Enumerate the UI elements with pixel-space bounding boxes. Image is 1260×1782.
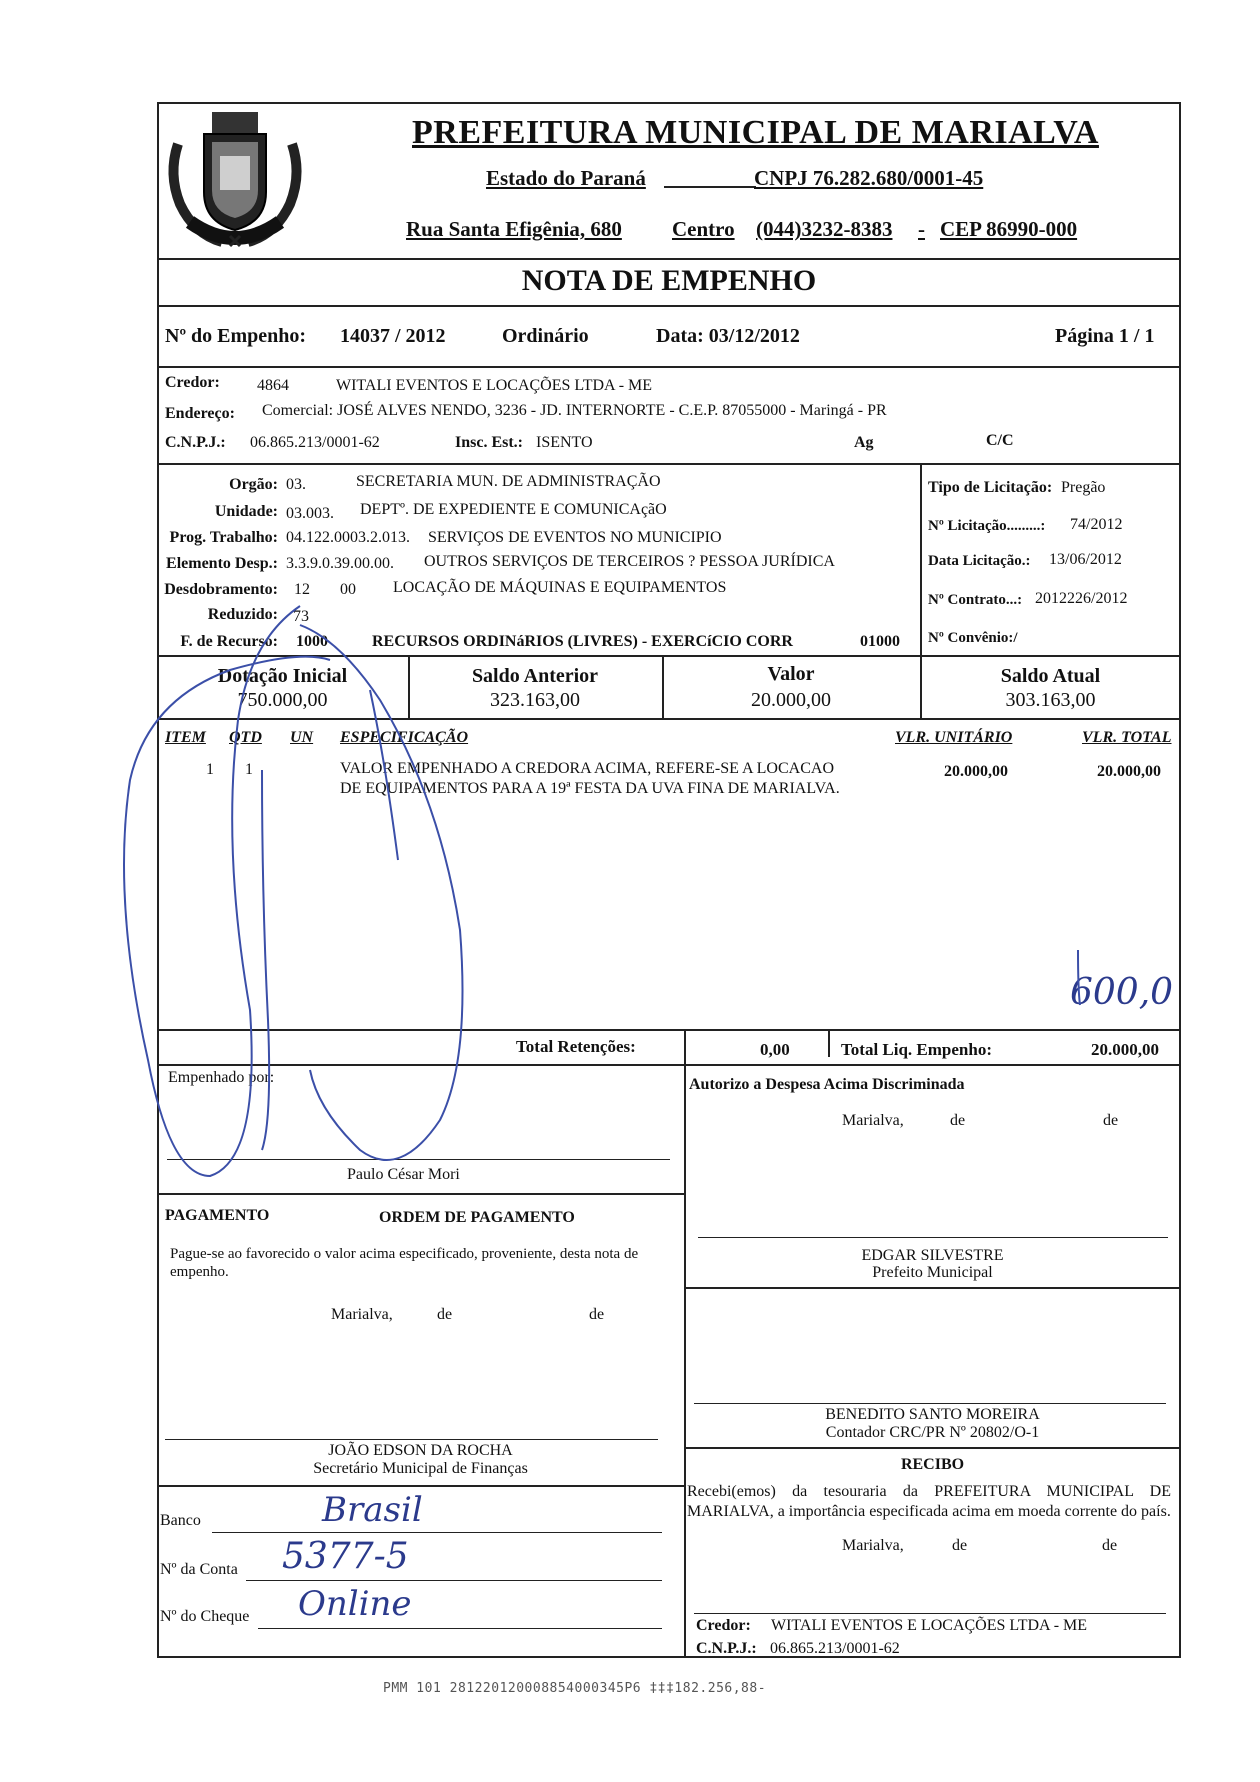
header-separator: - — [918, 217, 925, 241]
divider — [157, 1193, 684, 1195]
ie-label: Insc. Est.: — [455, 434, 524, 451]
total-liquido-label: Total Liq. Empenho: — [841, 1040, 992, 1059]
item-qtd: 1 — [245, 761, 253, 778]
desdobramento-subcode: 00 — [340, 581, 356, 598]
valor-label: Valor — [767, 663, 815, 685]
recibo-text: Recebi(emos) da tesouraria da PREFEITURA MUNICIPAL DE MARIALVA, a importância especificada acima em moeda corrente do país. — [687, 1483, 1171, 1520]
header-address: Rua Santa Efigênia, 680 — [406, 217, 622, 241]
pagamento-city: Marialva, — [331, 1306, 393, 1323]
document-title: NOTA DE EMPENHO — [521, 264, 817, 297]
agency-label: Ag — [854, 434, 874, 451]
unidade-name: DEPTº. DE EXPEDIENTE E COMUNICAçãO — [360, 501, 667, 518]
cnpj-label: C.N.P.J.: — [165, 434, 226, 451]
orgao-name: SECRETARIA MUN. DE ADMINISTRAÇÃO — [356, 473, 661, 490]
divider — [684, 1029, 686, 1064]
secretario-title: Secretário Municipal de Finanças — [313, 1460, 528, 1477]
contador-name: BENEDITO SANTO MOREIRA — [825, 1406, 1040, 1423]
col-header-un: UN — [290, 729, 314, 746]
divider — [684, 1287, 1181, 1289]
pagamento-text: Pague-se ao favorecido o valor acima especificado, proveniente, desta nota de empenho. — [170, 1246, 639, 1280]
divider — [157, 1485, 684, 1487]
orgao-code: 03. — [286, 476, 306, 493]
orgao-label: Orgão: — [229, 476, 278, 493]
col-header-vlr-total: VLR. TOTAL — [1082, 729, 1172, 746]
num-licitacao: 74/2012 — [1070, 516, 1123, 533]
pagamento-de2: de — [589, 1306, 605, 1323]
recibo-title: RECIBO — [900, 1456, 965, 1473]
divider — [157, 366, 1181, 368]
cheque-line — [258, 1628, 662, 1629]
elemento-label: Elemento Desp.: — [166, 555, 278, 572]
page-title: PREFEITURA MUNICIPAL DE MARIALVA — [412, 114, 1099, 151]
prog-trabalho-code: 04.122.0003.2.013. — [286, 529, 410, 546]
pagamento-de1: de — [437, 1306, 453, 1323]
empenho-date: Data: 03/12/2012 — [656, 325, 800, 347]
page-number: Página 1 / 1 — [1055, 325, 1155, 347]
prefeito-name: EDGAR SILVESTRE — [861, 1247, 1004, 1264]
item-unit-value: 20.000,00 — [944, 763, 1008, 780]
pagamento-label: PAGAMENTO — [165, 1207, 270, 1224]
conta-line — [246, 1580, 662, 1581]
ordem-pagamento-label: ORDEM DE PAGAMENTO — [379, 1209, 575, 1226]
cheque-handwritten: Online — [298, 1584, 412, 1624]
dotacao-inicial-label: Dotação Inicial — [217, 665, 348, 687]
header-cep: CEP 86990-000 — [940, 217, 1078, 241]
credor-address: Comercial: JOSÉ ALVES NENDO, 3236 - JD. INTERNORTE - C.E.P. 87055000 - Maringá - PR — [262, 402, 887, 419]
divider — [157, 305, 1181, 307]
fonte-recurso-code: 1000 — [296, 633, 328, 650]
divider — [157, 463, 1181, 465]
divider — [157, 258, 1181, 260]
cheque-label: Nº do Cheque — [160, 1608, 250, 1625]
footer-code: PMM 101 281220120008854000345P6 ‡‡‡182.256,88- — [383, 1681, 767, 1696]
divider — [157, 1064, 1181, 1066]
recibo-cnpj-label: C.N.P.J.: — [696, 1640, 757, 1657]
signature-line — [694, 1613, 1166, 1614]
recibo-city: Marialva, — [842, 1537, 904, 1554]
reduzido-code: 73 — [293, 608, 309, 625]
empenho-number: 14037 / 2012 — [340, 325, 446, 347]
divider — [157, 655, 1181, 657]
reduzido-label: Reduzido: — [207, 606, 278, 623]
header-cnpj: CNPJ 76.282.680/0001-45 — [754, 166, 984, 190]
banco-label: Banco — [160, 1512, 201, 1529]
recibo-credor-label: Credor: — [696, 1617, 751, 1634]
convenio-label: Nº Convênio:/ — [928, 630, 1018, 646]
desdobramento-name: LOCAÇÃO DE MÁQUINAS E EQUIPAMENTOS — [393, 579, 727, 596]
credor-code: 4864 — [257, 377, 289, 394]
endereco-label: Endereço: — [165, 405, 235, 422]
col-header-vlr-unitario: VLR. UNITÁRIO — [895, 729, 1013, 746]
contrato-number: 2012226/2012 — [1035, 590, 1128, 607]
conta-label: Nº da Conta — [160, 1561, 238, 1578]
saldo-atual-value: 303.163,00 — [1005, 689, 1096, 711]
empenho-number-label: Nº do Empenho: — [165, 325, 307, 347]
municipal-crest-logo — [160, 104, 310, 254]
unidade-label: Unidade: — [214, 503, 278, 520]
divider — [157, 1029, 1181, 1031]
autorizo-de1: de — [950, 1112, 966, 1129]
saldo-anterior-label: Saldo Anterior — [471, 665, 599, 687]
tipo-licitacao: Pregão — [1061, 479, 1106, 496]
header-district: Centro — [672, 217, 735, 241]
contrato-label: Nº Contrato...: — [928, 592, 1023, 608]
fonte-recurso-name: RECURSOS ORDINáRIOS (LIVRES) - EXERCíCIO CORR — [372, 633, 793, 650]
divider — [157, 718, 1181, 720]
handwritten-note: 600,0 — [1070, 972, 1174, 1013]
tipo-licitacao-label: Tipo de Licitação: — [928, 479, 1053, 496]
total-retencoes-label: Total Retenções: — [516, 1037, 636, 1056]
recibo-credor-name: WITALI EVENTOS E LOCAÇÕES LTDA - ME — [771, 1617, 1088, 1634]
empenho-type: Ordinário — [502, 325, 589, 347]
credor-name: WITALI EVENTOS E LOCAÇÕES LTDA - ME — [336, 377, 653, 394]
saldo-atual-label: Saldo Atual — [1000, 665, 1101, 687]
total-liquido-value: 20.000,00 — [1091, 1040, 1159, 1059]
account-label: C/C — [986, 432, 1014, 449]
credor-cnpj: 06.865.213/0001-62 — [250, 434, 380, 451]
desdobramento-label: Desdobramento: — [164, 581, 278, 598]
dotacao-inicial-value: 750.000,00 — [237, 689, 328, 711]
total-retencoes-value: 0,00 — [760, 1040, 790, 1059]
num-licitacao-label: Nº Licitação.........: — [928, 518, 1046, 534]
secretario-name: JOÃO EDSON DA ROCHA — [328, 1442, 513, 1459]
banco-line — [212, 1532, 662, 1533]
col-header-item: ITEM — [165, 729, 206, 746]
prefeito-title: Prefeito Municipal — [872, 1264, 993, 1281]
prog-trabalho-name: SERVIÇOS DE EVENTOS NO MUNICIPIO — [428, 529, 722, 546]
col-header-qtd: QTD — [229, 729, 262, 746]
conta-handwritten: 5377-5 — [282, 1536, 409, 1577]
credor-ie: ISENTO — [536, 434, 593, 451]
recibo-de1: de — [952, 1537, 968, 1554]
banco-handwritten: Brasil — [322, 1490, 423, 1530]
elemento-name: OUTROS SERVIÇOS DE TERCEIROS ? PESSOA JURÍDICA — [424, 553, 835, 570]
autorizo-de2: de — [1103, 1112, 1119, 1129]
prog-trabalho-label: Prog. Trabalho: — [169, 529, 278, 546]
contador-title: Contador CRC/PR Nº 20802/O-1 — [825, 1424, 1040, 1441]
item-total-value: 20.000,00 — [1097, 763, 1161, 780]
empenhado-por-name: Paulo César Mori — [347, 1166, 460, 1183]
header-underline — [664, 186, 756, 188]
fonte-recurso-code2: 01000 — [860, 633, 900, 650]
desdobramento-code: 12 — [294, 581, 310, 598]
divider — [684, 1447, 1181, 1449]
item-spec-line2: DE EQUIPAMENTOS PARA A 19ª FESTA DA UVA FINA DE MARIALVA. — [340, 780, 840, 797]
divider — [920, 463, 922, 655]
item-number: 1 — [206, 761, 214, 778]
col-header-especificacao: ESPECIFICAÇÃO — [340, 729, 469, 746]
header-phone: (044)3232-8383 — [756, 217, 893, 241]
credor-label: Credor: — [165, 374, 220, 391]
signature-line — [165, 1439, 658, 1440]
recibo-de2: de — [1102, 1537, 1118, 1554]
signature-line — [167, 1159, 670, 1160]
recibo-cnpj: 06.865.213/0001-62 — [770, 1640, 900, 1657]
autorizo-label: Autorizo a Despesa Acima Discriminada — [689, 1076, 965, 1093]
valor-value: 20.000,00 — [751, 689, 831, 711]
unidade-code: 03.003. — [286, 505, 334, 522]
signature-line — [698, 1237, 1168, 1238]
fonte-recurso-label: F. de Recurso: — [180, 633, 278, 650]
empenhado-por-label: Empenhado por: — [168, 1069, 275, 1086]
divider — [828, 1029, 830, 1057]
item-spec-line1: VALOR EMPENHADO A CREDORA ACIMA, REFERE-SE A LOCACAO — [340, 760, 834, 777]
elemento-code: 3.3.9.0.39.00.00. — [286, 555, 394, 572]
data-licitacao: 13/06/2012 — [1049, 551, 1122, 568]
signature-line — [694, 1403, 1166, 1404]
autorizo-city: Marialva, — [842, 1112, 904, 1129]
data-licitacao-label: Data Licitação.: — [928, 553, 1031, 569]
saldo-anterior-value: 323.163,00 — [490, 689, 580, 711]
header-state: Estado do Paraná — [486, 166, 646, 190]
divider — [684, 1064, 686, 1658]
